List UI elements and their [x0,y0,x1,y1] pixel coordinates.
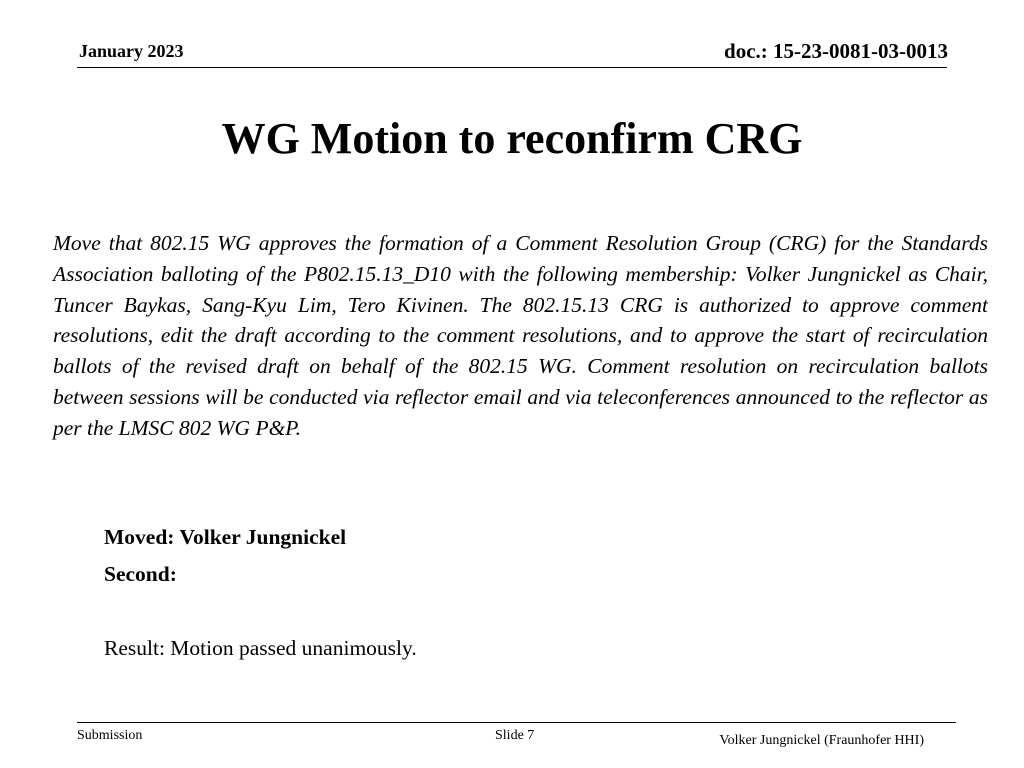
footer-author: Volker Jungnickel (Fraunhofer HHI) [719,733,924,748]
seconded-by: Second: [104,562,177,586]
document-number: doc.: 15-23-0081-03-0013 [724,39,948,63]
footer-divider [77,722,956,723]
motion-result: Result: Motion passed unanimously. [104,636,417,660]
slide-title: WG Motion to reconfirm CRG [221,114,803,163]
motion-text: Move that 802.15 WG approves the formation of a Comment Resolution Group (CRG) for the Standards Association balloting of the P802.15.13_D10 with the following membership: Volker Jungnickel as Chair, Tuncer Baykas, Sang-Kyu Lim, Tero Kivinen. The 802.15.13 CRG is authorized to approve comment resolutions, edit the draft according to the comment resolutions, and to approve the start of recirculation ballots of the revised draft on behalf of the 802.15 WG. Comment resolution on recirculation ballots between sessions will be conducted via reflector email and via teleconferences announced to the reflector as per the LMSC 802 WG P&P. [53,231,988,440]
slide-number: Slide 7 [495,728,535,743]
header-date: January 2023 [79,41,184,61]
header-divider [77,67,947,68]
moved-by: Moved: Volker Jungnickel [104,525,347,549]
footer-submission: Submission [77,728,143,743]
